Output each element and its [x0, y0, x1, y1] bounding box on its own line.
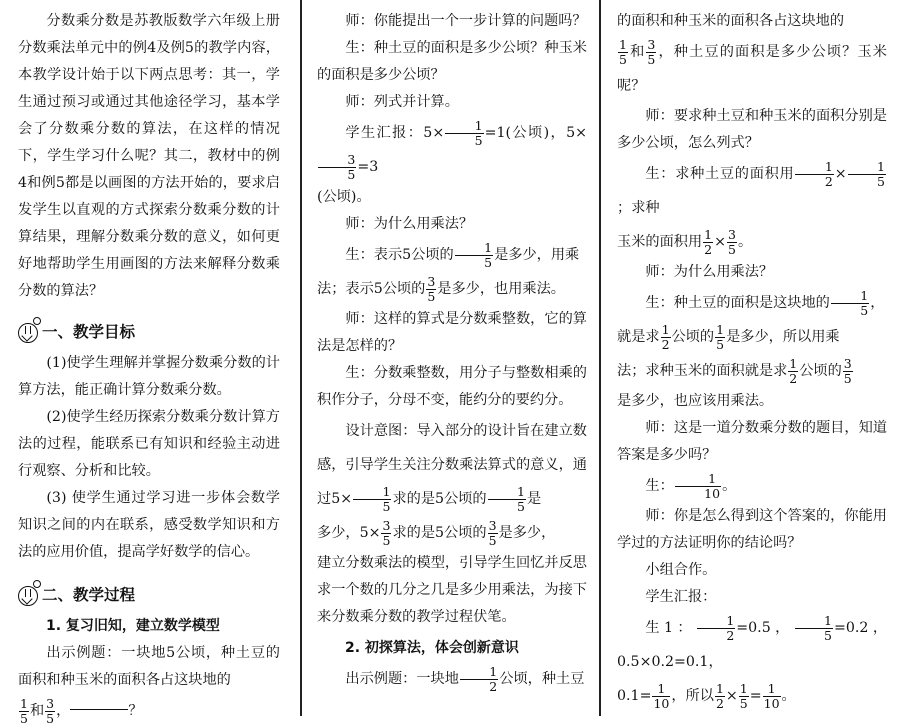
fraction: $\frac{3}{5}$ — [647, 36, 656, 67]
fraction: $\frac{3}{5}$ — [318, 153, 356, 182]
student-line-cont: 就是求 $\frac{1}{2}$ 公顷的 $\frac{1}{5}$ 是多少，所以用乘 — [617, 321, 840, 352]
teacher-line: 师：你能提出一个一步计算的问题吗？ — [345, 13, 587, 29]
fraction: $\frac{1}{5}$ — [831, 289, 869, 318]
fraction: $\frac{1}{2}$ — [715, 680, 724, 711]
teacher-line: 师：要求种土豆和种玉米的面积分别是多少公顷，怎么列式？ — [617, 108, 887, 151]
fraction: $\frac{1}{5}$ — [795, 614, 833, 643]
example-problem: 出示例题：一块地5公顷，种土豆的面积和种玉米的面积各占这块地的 — [18, 645, 280, 688]
fraction: $\frac{1}{2}$ — [795, 160, 833, 189]
fraction: $\frac{3}{5}$ — [382, 517, 391, 548]
teacher-line: 师：为什么用乘法？ — [345, 216, 474, 232]
fraction: $\frac{1}{2}$ — [697, 614, 735, 643]
fraction: $\frac{1}{2}$ — [460, 665, 498, 694]
example-fractions: $\frac{1}{5}$ 和 $\frac{3}{5}$ ， ？ — [20, 695, 143, 726]
subheading-explore: 2. 初探算法，体会创新意识 — [345, 640, 519, 656]
student-line: 生：表示5公顷的 $\frac{1}{5}$ 是多少，用乘 — [345, 239, 580, 270]
fraction: $\frac{1}{10}$ — [675, 472, 721, 501]
student-line: 生：分数乘整数，用分子与整数相乘的积作分子，分母不变，能约分的要约分。 — [317, 365, 587, 408]
column-divider-2 — [599, 0, 601, 716]
column-left — [18, 8, 280, 728]
fraction: $\frac{3}{5}$ — [427, 273, 436, 304]
teacher-line: 师：你是怎么得到这个答案的，你能用学过的方法证明你的结论吗？ — [617, 508, 887, 551]
fraction: $\frac{1}{10}$ — [653, 680, 670, 711]
fraction: $\frac{3}{5}$ — [488, 517, 497, 548]
problem-cont: 的面积和种玉米的面积各占这块地的 — [617, 13, 845, 29]
design-intent-cont: 多少，5× $\frac{3}{5}$ 求的是5公顷的 $\frac{3}{5}$ 是多少， — [317, 517, 556, 548]
student-1-report: 生1： $\frac{1}{2}$ =0.5， $\frac{1}{5}$ =0.2，0.5×0.2=0.1， — [617, 612, 888, 670]
student-answer: 生： $\frac{1}{10}$ 。 — [645, 470, 737, 501]
teacher-line: 师：为什么用乘法？ — [645, 264, 774, 280]
student-1-report-cont: 0.1= $\frac{1}{10}$ ，所以 $\frac{1}{2}$ × $\frac{1}{5}$ = $\frac{1}{10}$ 。 — [617, 680, 796, 711]
goal-1: (1)使学生理解并掌握分数乘分数的计算方法，能正确计算分数乘分数。 — [18, 355, 280, 398]
design-intent-end: 建立分数乘法的模型，引导学生回忆并反思求一个数的几分之几是多少用乘法，为接下来分数乘分数的教学过程伏笔。 — [317, 555, 587, 625]
unit-text: (公顷)。 — [317, 189, 371, 205]
fraction: $\frac{1}{5}$ — [353, 485, 391, 514]
column-middle — [317, 8, 587, 696]
student-line-end: 是多少，也应该用乘法。 — [617, 393, 774, 409]
fraction: $\frac{1}{5}$ — [848, 160, 886, 189]
fraction: $\frac{3}{5}$ — [843, 355, 852, 386]
student-line-cont: 法；表示5公顷的 $\frac{3}{5}$ 是多少，也用乘法。 — [317, 273, 565, 304]
goal-3: (3) 使学生通过学习进一步体会数学知识之间的内在联系，感受数学知识和方法的应用价值，提高学好数学的信心。 — [18, 490, 280, 560]
teacher-line: 师：这样的算式是分数乘整数，它的算法是怎样的？ — [317, 311, 587, 354]
goal-2: (2)使学生经历探索分数乘分数计算方法的过程，能联系已有知识和经验主动进行观察、分析和比较。 — [18, 409, 280, 479]
fraction: $\frac{1}{5}$ — [445, 119, 483, 148]
teacher-line: 师：这是一道分数乘分数的题目，知道答案是多少吗？ — [617, 420, 887, 463]
design-intent: 设计意图：导入部分的设计旨在建立数感，引导学生关注分数乘法算式的意义，通过5× $\frac{1}{5}$ 求的是5公顷的 $\frac{1}{5}$ 是 — [317, 423, 587, 514]
fraction: $\frac{1}{5}$ — [716, 321, 725, 352]
section-heading-goals: 一、教学目标 — [18, 319, 280, 346]
student-line: 生：求种土豆的面积用 $\frac{1}{2}$ × $\frac{1}{5}$ ；求种 — [617, 158, 885, 216]
section-arrow-icon — [18, 323, 38, 343]
blank-line — [70, 709, 128, 710]
teacher-line: 师：列式并计算。 — [345, 94, 459, 110]
student-line-cont: 法；求种玉米的面积就是求 $\frac{1}{2}$ 公顷的 $\frac{3}{5}$ — [617, 355, 852, 386]
problem-fractions: $\frac{1}{5}$ 和 $\frac{3}{5}$ ，种土豆的面积是多少公顷？玉米呢？ — [617, 36, 887, 94]
section-heading-process: 二、教学过程 — [18, 582, 280, 609]
group-work: 小组合作。 — [645, 562, 717, 578]
student-line: 生：种土豆的面积是多少公顷？种玉米的面积是多少公顷？ — [317, 40, 587, 83]
column-divider-1 — [300, 0, 302, 716]
example-problem-2: 出示例题：一块地 $\frac{1}{2}$ 公顷，种土豆 — [345, 663, 585, 694]
fraction: $\frac{1}{5}$ — [455, 241, 493, 270]
column-right — [617, 8, 887, 713]
student-report-label: 学生汇报： — [645, 589, 717, 605]
fraction: $\frac{1}{2}$ — [789, 355, 798, 386]
student-line-cont: 玉米的面积用 $\frac{1}{2}$ × $\frac{3}{5}$ 。 — [617, 226, 753, 257]
fraction: $\frac{1}{2}$ — [704, 226, 713, 257]
intro-paragraph: 分数乘分数是苏教版数学六年级上册分数乘法单元中的例4及例5的教学内容，本教学设计始于以下两点思考：其一，学生通过预习或通过其他途径学习，基本学会了分数乘分数的算法，在这样的情况下，学生学习什么呢？其二，教材中的例4和例5都是以画图的方法开始的，要求启发学生以直观的方式探索分数乘分数的计算结果，理解分数乘分数的意义，如何更好地帮助学生用画图的方法来解释分数乘分数的算法？ — [18, 13, 280, 299]
fraction: $\frac{1}{5}$ — [619, 36, 627, 67]
student-line: 生：种土豆的面积是这块地的 $\frac{1}{5}$ ， — [645, 287, 885, 318]
student-report: 学生汇报：5× $\frac{1}{5}$ =1(公顷)，5× $\frac{3}{5}$ =3 — [317, 116, 587, 184]
fraction: $\frac{1}{5}$ — [20, 695, 28, 726]
fraction: $\frac{3}{5}$ — [727, 226, 736, 257]
fraction: $\frac{1}{5}$ — [739, 680, 748, 711]
fraction: $\frac{1}{2}$ — [661, 321, 670, 352]
fraction: $\frac{1}{10}$ — [763, 680, 780, 711]
fraction: $\frac{1}{5}$ — [488, 485, 526, 514]
fraction: $\frac{3}{5}$ — [46, 695, 55, 726]
subheading-review: 1. 复习旧知，建立数学模型 — [46, 618, 220, 634]
section-arrow-icon — [18, 586, 38, 606]
